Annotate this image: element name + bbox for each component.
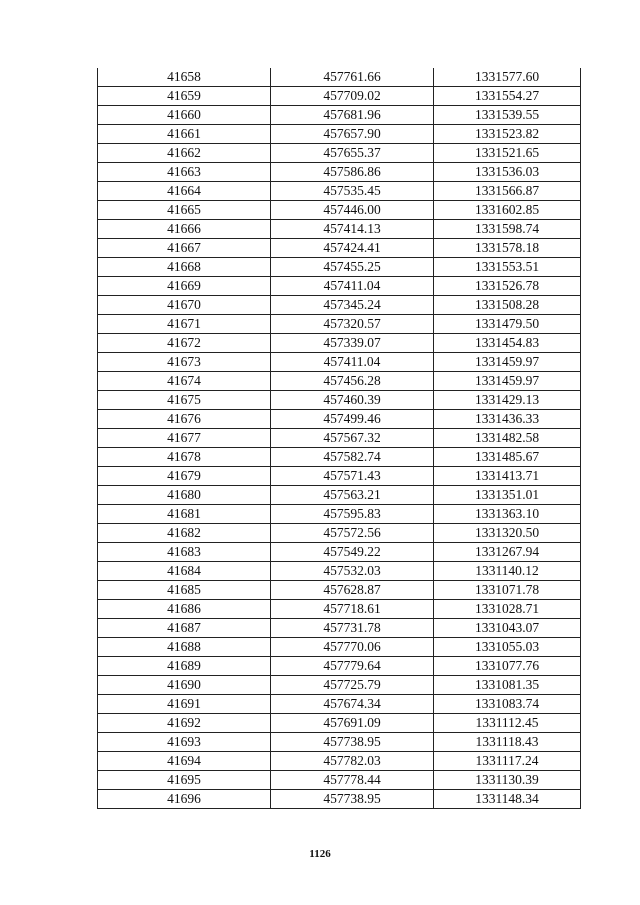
x-coordinate-cell: 457532.03: [271, 562, 434, 581]
x-coordinate-cell: 457460.39: [271, 391, 434, 410]
y-coordinate-cell: 1331482.58: [434, 429, 581, 448]
y-coordinate-cell: 1331508.28: [434, 296, 581, 315]
y-coordinate-cell: 1331083.74: [434, 695, 581, 714]
table-row: [98, 315, 581, 334]
table-row: [98, 296, 581, 315]
x-coordinate-cell: 457770.06: [271, 638, 434, 657]
point-id-cell: 41687: [98, 619, 271, 638]
point-id-cell: 41673: [98, 353, 271, 372]
table-row: [98, 87, 581, 106]
table-row: [98, 733, 581, 752]
x-coordinate-cell: 457718.61: [271, 600, 434, 619]
x-coordinate-cell: 457572.56: [271, 524, 434, 543]
point-id-cell: 41666: [98, 220, 271, 239]
y-coordinate-cell: 1331363.10: [434, 505, 581, 524]
point-id-cell: 41688: [98, 638, 271, 657]
x-coordinate-cell: 457731.78: [271, 619, 434, 638]
y-coordinate-cell: 1331454.83: [434, 334, 581, 353]
x-coordinate-cell: 457595.83: [271, 505, 434, 524]
point-id-cell: 41670: [98, 296, 271, 315]
point-id-cell: 41696: [98, 790, 271, 809]
y-coordinate-cell: 1331554.27: [434, 87, 581, 106]
table-row: [98, 106, 581, 125]
y-coordinate-cell: 1331320.50: [434, 524, 581, 543]
y-coordinate-cell: 1331459.97: [434, 353, 581, 372]
y-coordinate-cell: 1331112.45: [434, 714, 581, 733]
point-id-cell: 41659: [98, 87, 271, 106]
table-row: [98, 163, 581, 182]
point-id-cell: 41665: [98, 201, 271, 220]
table-row: [98, 524, 581, 543]
table-row: [98, 201, 581, 220]
table-row: [98, 619, 581, 638]
y-coordinate-cell: 1331578.18: [434, 239, 581, 258]
table-row: [98, 657, 581, 676]
y-coordinate-cell: 1331429.13: [434, 391, 581, 410]
y-coordinate-cell: 1331351.01: [434, 486, 581, 505]
x-coordinate-cell: 457725.79: [271, 676, 434, 695]
point-id-cell: 41660: [98, 106, 271, 125]
table-row: [98, 258, 581, 277]
coordinate-table: [97, 68, 581, 809]
x-coordinate-cell: 457738.95: [271, 790, 434, 809]
x-coordinate-cell: 457657.90: [271, 125, 434, 144]
point-id-cell: 41668: [98, 258, 271, 277]
point-id-cell: 41691: [98, 695, 271, 714]
x-coordinate-cell: 457345.24: [271, 296, 434, 315]
table-row: [98, 790, 581, 809]
table-row: [98, 144, 581, 163]
y-coordinate-cell: 1331148.34: [434, 790, 581, 809]
x-coordinate-cell: 457761.66: [271, 68, 434, 87]
table-row: [98, 638, 581, 657]
x-coordinate-cell: 457456.28: [271, 372, 434, 391]
point-id-cell: 41683: [98, 543, 271, 562]
table-row: [98, 125, 581, 144]
table-row: [98, 410, 581, 429]
point-id-cell: 41694: [98, 752, 271, 771]
x-coordinate-cell: 457681.96: [271, 106, 434, 125]
table-row: [98, 505, 581, 524]
table-row: [98, 220, 581, 239]
x-coordinate-cell: 457586.86: [271, 163, 434, 182]
point-id-cell: 41679: [98, 467, 271, 486]
y-coordinate-cell: 1331553.51: [434, 258, 581, 277]
point-id-cell: 41674: [98, 372, 271, 391]
y-coordinate-cell: 1331055.03: [434, 638, 581, 657]
point-id-cell: 41692: [98, 714, 271, 733]
table-row: [98, 334, 581, 353]
point-id-cell: 41672: [98, 334, 271, 353]
y-coordinate-cell: 1331028.71: [434, 600, 581, 619]
table-row: [98, 277, 581, 296]
x-coordinate-cell: 457549.22: [271, 543, 434, 562]
table-row: [98, 429, 581, 448]
point-id-cell: 41658: [98, 68, 271, 87]
point-id-cell: 41684: [98, 562, 271, 581]
y-coordinate-cell: 1331071.78: [434, 581, 581, 600]
table-row: [98, 182, 581, 201]
point-id-cell: 41689: [98, 657, 271, 676]
y-coordinate-cell: 1331117.24: [434, 752, 581, 771]
table-row: [98, 372, 581, 391]
x-coordinate-cell: 457320.57: [271, 315, 434, 334]
point-id-cell: 41667: [98, 239, 271, 258]
table-row: [98, 391, 581, 410]
x-coordinate-cell: 457582.74: [271, 448, 434, 467]
y-coordinate-cell: 1331539.55: [434, 106, 581, 125]
y-coordinate-cell: 1331130.39: [434, 771, 581, 790]
table-row: [98, 448, 581, 467]
x-coordinate-cell: 457691.09: [271, 714, 434, 733]
point-id-cell: 41680: [98, 486, 271, 505]
y-coordinate-cell: 1331598.74: [434, 220, 581, 239]
point-id-cell: 41693: [98, 733, 271, 752]
point-id-cell: 41685: [98, 581, 271, 600]
x-coordinate-cell: 457779.64: [271, 657, 434, 676]
point-id-cell: 41662: [98, 144, 271, 163]
point-id-cell: 41681: [98, 505, 271, 524]
table-row: [98, 353, 581, 372]
x-coordinate-cell: 457446.00: [271, 201, 434, 220]
x-coordinate-cell: 457563.21: [271, 486, 434, 505]
point-id-cell: 41695: [98, 771, 271, 790]
x-coordinate-cell: 457424.41: [271, 239, 434, 258]
y-coordinate-cell: 1331267.94: [434, 543, 581, 562]
x-coordinate-cell: 457567.32: [271, 429, 434, 448]
y-coordinate-cell: 1331081.35: [434, 676, 581, 695]
point-id-cell: 41663: [98, 163, 271, 182]
y-coordinate-cell: 1331436.33: [434, 410, 581, 429]
y-coordinate-cell: 1331077.76: [434, 657, 581, 676]
table-row: [98, 695, 581, 714]
x-coordinate-cell: 457628.87: [271, 581, 434, 600]
x-coordinate-cell: 457571.43: [271, 467, 434, 486]
y-coordinate-cell: 1331521.65: [434, 144, 581, 163]
point-id-cell: 41664: [98, 182, 271, 201]
x-coordinate-cell: 457411.04: [271, 277, 434, 296]
table-row: [98, 771, 581, 790]
x-coordinate-cell: 457709.02: [271, 87, 434, 106]
y-coordinate-cell: 1331043.07: [434, 619, 581, 638]
y-coordinate-cell: 1331577.60: [434, 68, 581, 87]
point-id-cell: 41677: [98, 429, 271, 448]
table-row: [98, 581, 581, 600]
y-coordinate-cell: 1331479.50: [434, 315, 581, 334]
table-row: [98, 543, 581, 562]
x-coordinate-cell: 457411.04: [271, 353, 434, 372]
y-coordinate-cell: 1331485.67: [434, 448, 581, 467]
y-coordinate-cell: 1331566.87: [434, 182, 581, 201]
table-row: [98, 239, 581, 258]
x-coordinate-cell: 457535.45: [271, 182, 434, 201]
point-id-cell: 41675: [98, 391, 271, 410]
point-id-cell: 41686: [98, 600, 271, 619]
y-coordinate-cell: 1331523.82: [434, 125, 581, 144]
table-row: [98, 714, 581, 733]
y-coordinate-cell: 1331140.12: [434, 562, 581, 581]
x-coordinate-cell: 457655.37: [271, 144, 434, 163]
point-id-cell: 41678: [98, 448, 271, 467]
x-coordinate-cell: 457738.95: [271, 733, 434, 752]
page-number: 1126: [309, 848, 331, 860]
table-row: [98, 486, 581, 505]
x-coordinate-cell: 457339.07: [271, 334, 434, 353]
table-row: [98, 752, 581, 771]
table-row: [98, 676, 581, 695]
x-coordinate-cell: 457499.46: [271, 410, 434, 429]
y-coordinate-cell: 1331459.97: [434, 372, 581, 391]
table-row: [98, 68, 581, 87]
point-id-cell: 41690: [98, 676, 271, 695]
point-id-cell: 41676: [98, 410, 271, 429]
coordinate-table-body: [98, 68, 581, 809]
x-coordinate-cell: 457455.25: [271, 258, 434, 277]
y-coordinate-cell: 1331118.43: [434, 733, 581, 752]
point-id-cell: 41669: [98, 277, 271, 296]
table-row: [98, 467, 581, 486]
y-coordinate-cell: 1331413.71: [434, 467, 581, 486]
table-row: [98, 562, 581, 581]
point-id-cell: 41671: [98, 315, 271, 334]
x-coordinate-cell: 457674.34: [271, 695, 434, 714]
x-coordinate-cell: 457778.44: [271, 771, 434, 790]
y-coordinate-cell: 1331602.85: [434, 201, 581, 220]
x-coordinate-cell: 457782.03: [271, 752, 434, 771]
y-coordinate-cell: 1331526.78: [434, 277, 581, 296]
point-id-cell: 41661: [98, 125, 271, 144]
point-id-cell: 41682: [98, 524, 271, 543]
y-coordinate-cell: 1331536.03: [434, 163, 581, 182]
table-row: [98, 600, 581, 619]
x-coordinate-cell: 457414.13: [271, 220, 434, 239]
